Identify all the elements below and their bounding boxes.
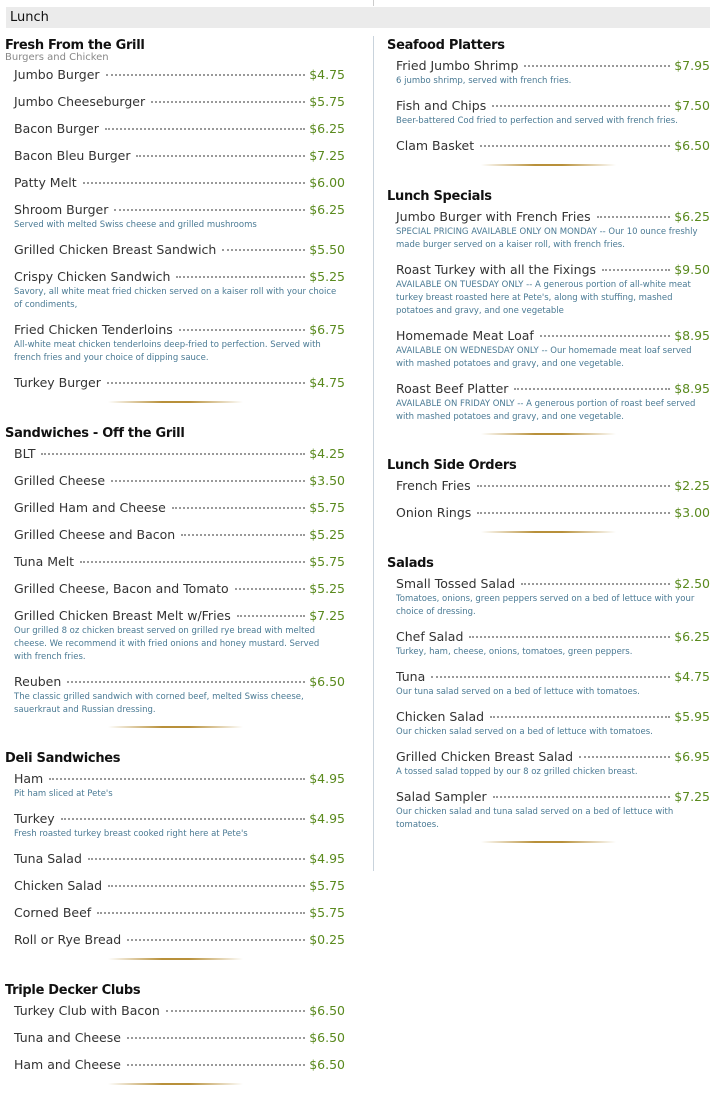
item-name: Turkey Club with Bacon (14, 1003, 160, 1018)
item-price: $4.75 (309, 67, 345, 82)
item-description: All-white meat chicken tenderloins deep-fried to perfection. Served with french fries and your choice of dipping sauce. (14, 340, 321, 363)
menu-item-row (14, 810, 345, 828)
menu-section (387, 456, 710, 533)
dot-leader (493, 796, 671, 798)
dot-leader (41, 453, 305, 455)
item-name: Tuna Salad (14, 851, 82, 866)
menu-item-row (14, 374, 345, 392)
section-title: Seafood Platters (387, 38, 505, 53)
menu-item-row (396, 748, 710, 766)
item-description: AVAILABLE ON TUESDAY ONLY -- A generous portion of all-white meat turkey breast roasted here at Pete's, along with stuffing, mashed potatoes and gravy, and one vegetable (396, 280, 691, 316)
menu-item-row (14, 241, 345, 259)
item-name: Grilled Ham and Cheese (14, 500, 166, 515)
item-price: $4.95 (309, 771, 345, 786)
menu-item-row (14, 607, 345, 625)
item-price: $6.50 (309, 1030, 345, 1045)
menu-item (14, 201, 345, 232)
item-description: 6 jumbo shrimp, served with french fries. (396, 76, 572, 86)
menu-item-row (14, 673, 345, 691)
item-name: Fried Jumbo Shrimp (396, 58, 519, 73)
item-name: Grilled Cheese, Bacon and Tomato (14, 581, 229, 596)
menu-item-row (396, 708, 710, 726)
menu-item (14, 120, 345, 138)
dot-leader (490, 716, 670, 718)
menu-item (14, 499, 345, 517)
menu-item (14, 904, 345, 922)
menu-item (14, 770, 345, 801)
menu-item (14, 174, 345, 192)
item-name: Grilled Cheese (14, 473, 106, 488)
menu-item-row (14, 321, 345, 339)
item-price: $5.95 (674, 709, 710, 724)
item-price: $6.95 (674, 749, 710, 764)
menu-item-row (396, 97, 710, 115)
menu-item (14, 268, 345, 312)
item-price: $9.50 (674, 262, 710, 277)
menu-item (396, 137, 710, 155)
dot-leader (602, 269, 670, 271)
dot-leader (105, 128, 305, 130)
menu-items (387, 477, 710, 522)
item-price: $8.95 (674, 381, 710, 396)
item-description: AVAILABLE ON WEDNESDAY ONLY -- Our homemade meat loaf served with mashed potatoes and gravy, and one vegetable. (396, 346, 692, 369)
item-price: $3.00 (674, 505, 710, 520)
menu-item (396, 668, 710, 699)
menu-items (5, 1002, 345, 1074)
dot-leader (181, 534, 305, 536)
section-divider (481, 531, 616, 533)
menu-item (14, 877, 345, 895)
item-description: Served with melted Swiss cheese and grilled mushrooms (14, 220, 257, 230)
item-price: $5.50 (309, 242, 345, 257)
menu-item-row (14, 904, 345, 922)
dot-leader (107, 382, 305, 384)
item-name: Grilled Chicken Breast Sandwich (14, 242, 217, 257)
section-divider (481, 433, 616, 435)
section-title: Fresh From the Grill (5, 38, 145, 53)
item-description: Savory, all white meat fried chicken served on a kaiser roll with your choice of condiments, (14, 287, 337, 310)
dot-leader (222, 249, 305, 251)
right-column (387, 36, 710, 864)
dot-leader (179, 329, 305, 331)
menu-item (396, 788, 710, 832)
item-description: Our chicken salad and tuna salad served on a bed of lettuce with tomatoes. (396, 807, 674, 830)
menu-section (5, 981, 345, 1085)
item-price: $2.25 (674, 478, 710, 493)
item-description: Our chicken salad served on a bed of lettuce with tomatoes. (396, 727, 653, 737)
item-name: Clam Basket (396, 138, 475, 153)
menu-item (14, 673, 345, 717)
menu-item-row (396, 477, 710, 495)
item-description: Tomatoes, onions, green peppers served on a bed of lettuce with your choice of dressing. (396, 594, 695, 617)
item-name: Fried Chicken Tenderloins (14, 322, 173, 337)
item-price: $6.25 (674, 629, 710, 644)
menu-item-row (396, 788, 710, 806)
item-name: Grilled Chicken Breast Melt w/Fries (14, 608, 231, 623)
item-price: $6.75 (309, 322, 345, 337)
item-description: SPECIAL PRICING AVAILABLE ONLY ON MONDAY -- Our 10 ounce freshly made burger served on a kaiser roll, with french fries. (396, 227, 698, 250)
dot-leader (88, 858, 305, 860)
item-name: Corned Beef (14, 905, 92, 920)
section-divider (108, 1083, 243, 1085)
item-price: $4.95 (309, 811, 345, 826)
item-name: Onion Rings (396, 505, 472, 520)
dot-leader (235, 588, 305, 590)
menu-item-row (14, 1056, 345, 1074)
menu-item (396, 208, 710, 252)
item-price: $8.95 (674, 328, 710, 343)
menu-item (396, 327, 710, 371)
item-price: $5.75 (309, 500, 345, 515)
dot-leader (97, 912, 305, 914)
item-price: $7.95 (674, 58, 710, 73)
menu-item-row (14, 553, 345, 571)
menu-item (14, 607, 345, 664)
section-divider (108, 958, 243, 960)
menu-item-row (14, 877, 345, 895)
item-name: Chef Salad (396, 629, 464, 644)
item-price: $5.75 (309, 94, 345, 109)
menu-item-row (396, 208, 710, 226)
item-name: Ham (14, 771, 44, 786)
dot-leader (108, 885, 305, 887)
dot-leader (166, 1010, 305, 1012)
item-name: Bacon Bleu Burger (14, 148, 131, 163)
item-price: $4.95 (309, 851, 345, 866)
item-name: Ham and Cheese (14, 1057, 121, 1072)
menu-item (14, 445, 345, 463)
menu-item (14, 526, 345, 544)
menu-item (14, 241, 345, 259)
dot-leader (151, 101, 305, 103)
menu-section (5, 36, 345, 403)
menu-item (396, 575, 710, 619)
menu-item (396, 97, 710, 128)
item-price: $7.50 (674, 98, 710, 113)
menu-section (387, 554, 710, 843)
menu-item-row (396, 137, 710, 155)
dot-leader (492, 105, 670, 107)
menu-item-row (396, 628, 710, 646)
item-name: Tuna (396, 669, 426, 684)
page-title: Lunch (6, 7, 710, 28)
menu-item-row (14, 499, 345, 517)
menu-item-row (396, 575, 710, 593)
menu-section (5, 749, 345, 960)
item-name: Salad Sampler (396, 789, 487, 804)
item-description: Pit ham sliced at Pete's (14, 789, 113, 799)
dot-leader (136, 155, 305, 157)
item-price: $6.50 (309, 1057, 345, 1072)
dot-leader (597, 216, 671, 218)
dot-leader (579, 756, 670, 758)
menu-item-row (14, 1002, 345, 1020)
menu-item-row (396, 380, 710, 398)
menu-item-row (14, 850, 345, 868)
item-name: Jumbo Burger (14, 67, 100, 82)
dot-leader (514, 388, 670, 390)
item-name: Jumbo Cheeseburger (14, 94, 146, 109)
menu-item (396, 504, 710, 522)
item-description: Fresh roasted turkey breast cooked right here at Pete's (14, 829, 248, 839)
item-price: $7.25 (674, 789, 710, 804)
dot-leader (237, 615, 305, 617)
item-name: Shroom Burger (14, 202, 109, 217)
dot-leader (83, 182, 306, 184)
menu-item (14, 321, 345, 365)
item-name: Grilled Chicken Breast Salad (396, 749, 574, 764)
dot-leader (172, 507, 305, 509)
menu-item-row (14, 147, 345, 165)
menu-section (387, 36, 710, 166)
item-name: Reuben (14, 674, 62, 689)
item-price: $5.75 (309, 905, 345, 920)
menu-section (5, 424, 345, 728)
section-title: Lunch Specials (387, 189, 492, 204)
dot-leader (477, 512, 670, 514)
item-name: Homemade Meat Loaf (396, 328, 534, 343)
dot-leader (127, 1037, 305, 1039)
item-name: Roast Turkey with all the Fixings (396, 262, 597, 277)
menu-item-row (14, 445, 345, 463)
section-subtitle: Burgers and Chicken (5, 52, 109, 63)
item-name: Roast Beef Platter (396, 381, 509, 396)
menu-item (14, 931, 345, 949)
item-description: The classic grilled sandwich with corned beef, melted Swiss cheese, sauerkraut and Russian dressing. (14, 692, 304, 715)
menu-item-row (14, 66, 345, 84)
item-name: Roll or Rye Bread (14, 932, 122, 947)
section-title: Deli Sandwiches (5, 751, 121, 766)
item-name: Fish and Chips (396, 98, 487, 113)
menu-item-row (14, 580, 345, 598)
menu-item (14, 93, 345, 111)
menu-item-row (396, 261, 710, 279)
section-divider (108, 401, 243, 403)
menu-item (396, 261, 710, 318)
item-price: $2.50 (674, 576, 710, 591)
item-description: Turkey, ham, cheese, onions, tomatoes, green peppers. (396, 647, 633, 657)
menu-item (396, 748, 710, 779)
menu-item-row (14, 120, 345, 138)
dot-leader (106, 74, 306, 76)
item-price: $6.25 (309, 121, 345, 136)
menu-items (387, 208, 710, 424)
dot-leader (469, 636, 670, 638)
dot-leader (127, 939, 305, 941)
item-price: $5.75 (309, 878, 345, 893)
item-description: Beer-battered Cod fried to perfection and served with french fries. (396, 116, 678, 126)
section-title: Salads (387, 556, 434, 571)
item-name: Turkey Burger (14, 375, 101, 390)
menu-item-row (14, 770, 345, 788)
menu-items (387, 575, 710, 832)
menu-item-row (14, 472, 345, 490)
menu-item (14, 810, 345, 841)
menu-items (5, 445, 345, 717)
menu-item (14, 1002, 345, 1020)
item-name: Grilled Cheese and Bacon (14, 527, 176, 542)
menu-item-row (14, 201, 345, 219)
item-description: A tossed salad topped by our 8 oz grilled chicken breast. (396, 767, 638, 777)
section-title: Lunch Side Orders (387, 458, 517, 473)
item-description: AVAILABLE ON FRIDAY ONLY -- A generous portion of roast beef served with mashed potatoes and gravy, and one vegetable. (396, 399, 696, 422)
menu-items (5, 770, 345, 949)
menu-item (14, 580, 345, 598)
menu-item-row (396, 668, 710, 686)
menu-item (396, 57, 710, 88)
menu-item (14, 147, 345, 165)
dot-leader (524, 65, 670, 67)
menu-items (387, 57, 710, 155)
item-name: French Fries (396, 478, 471, 493)
item-price: $6.25 (309, 202, 345, 217)
item-price: $4.75 (309, 375, 345, 390)
item-price: $6.50 (309, 674, 345, 689)
menu-section (387, 187, 710, 435)
menu-item-row (14, 1029, 345, 1047)
item-name: Small Tossed Salad (396, 576, 516, 591)
menu-item-row (14, 93, 345, 111)
item-price: $4.75 (674, 669, 710, 684)
section-divider (108, 726, 243, 728)
item-price: $6.00 (309, 175, 345, 190)
menu-item-row (396, 504, 710, 522)
dot-leader (49, 778, 305, 780)
menu-item-row (396, 327, 710, 345)
item-name: Chicken Salad (14, 878, 103, 893)
dot-leader (80, 561, 305, 563)
section-divider (481, 164, 616, 166)
item-price: $5.25 (309, 527, 345, 542)
dot-leader (480, 145, 670, 147)
menu-item (396, 380, 710, 424)
item-price: $4.25 (309, 446, 345, 461)
menu-item (14, 374, 345, 392)
section-title: Sandwiches - Off the Grill (5, 426, 185, 441)
dot-leader (67, 681, 305, 683)
menu-item-row (14, 931, 345, 949)
item-price: $6.25 (674, 209, 710, 224)
item-name: BLT (14, 446, 36, 461)
dot-leader (540, 335, 670, 337)
menu-item-row (14, 526, 345, 544)
item-name: Turkey (14, 811, 55, 826)
dot-leader (176, 276, 305, 278)
menu-item (14, 553, 345, 571)
dot-leader (127, 1064, 305, 1066)
item-price: $7.25 (309, 148, 345, 163)
menu-item (14, 1056, 345, 1074)
menu-items (5, 66, 345, 392)
item-name: Patty Melt (14, 175, 77, 190)
item-name: Crispy Chicken Sandwich (14, 269, 171, 284)
item-name: Tuna Melt (14, 554, 75, 569)
item-description: Our grilled 8 oz chicken breast served on grilled rye bread with melted cheese. We recommend it with fried onions and honey mustard. Served with french fries. (14, 626, 320, 662)
dot-leader (61, 818, 306, 820)
column-divider-top (373, 0, 374, 6)
menu-item (14, 66, 345, 84)
dot-leader (431, 676, 670, 678)
item-price: $3.50 (309, 473, 345, 488)
item-name: Bacon Burger (14, 121, 99, 136)
left-column (5, 36, 345, 1106)
column-divider (373, 36, 374, 871)
item-name: Jumbo Burger with French Fries (396, 209, 591, 224)
menu-item (396, 477, 710, 495)
menu-item (14, 850, 345, 868)
item-price: $6.50 (309, 1003, 345, 1018)
dot-leader (114, 209, 305, 211)
item-price: $6.50 (674, 138, 710, 153)
item-price: $5.25 (309, 581, 345, 596)
dot-leader (111, 480, 305, 482)
menu-item-row (396, 57, 710, 75)
menu-item (396, 628, 710, 659)
dot-leader (477, 485, 671, 487)
item-name: Chicken Salad (396, 709, 485, 724)
item-price: $0.25 (309, 932, 345, 947)
menu-item (14, 472, 345, 490)
item-price: $5.75 (309, 554, 345, 569)
section-title: Triple Decker Clubs (5, 983, 141, 998)
menu-item (396, 708, 710, 739)
dot-leader (521, 583, 670, 585)
section-divider (481, 841, 616, 843)
item-name: Tuna and Cheese (14, 1030, 121, 1045)
item-description: Our tuna salad served on a bed of lettuce with tomatoes. (396, 687, 640, 697)
item-price: $5.25 (309, 269, 345, 284)
menu-item-row (14, 174, 345, 192)
item-price: $7.25 (309, 608, 345, 623)
menu-item-row (14, 268, 345, 286)
menu-item (14, 1029, 345, 1047)
